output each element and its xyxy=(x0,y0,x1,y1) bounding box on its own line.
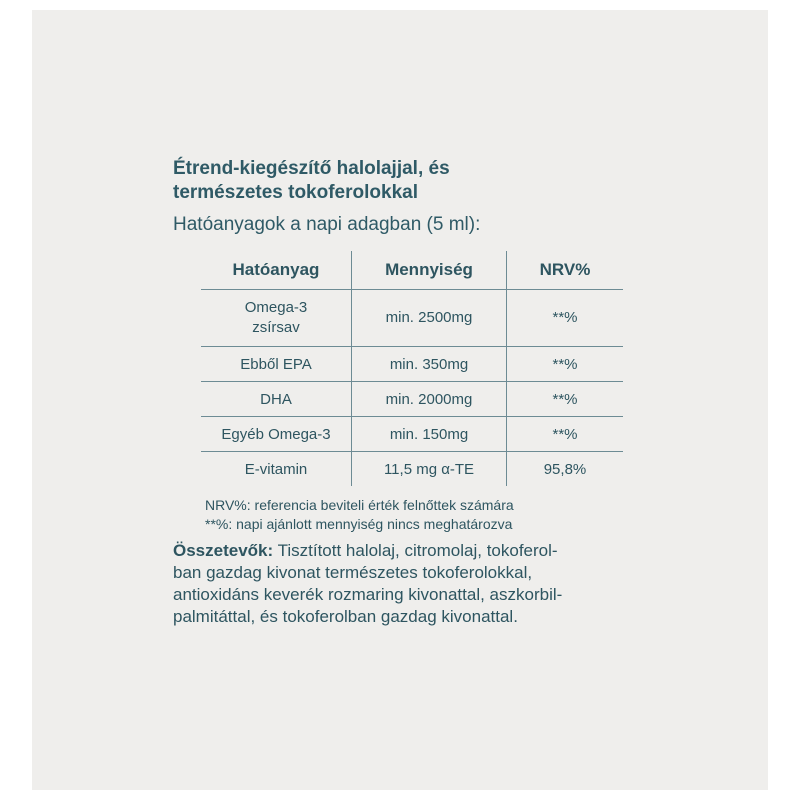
footnote-nrv: NRV%: referencia beviteli érték felnőttek számára xyxy=(205,497,514,513)
cell-ingredient: Ebből EPA xyxy=(201,347,352,382)
table-row xyxy=(201,417,623,452)
table-row xyxy=(201,382,623,417)
footnotes xyxy=(205,496,643,534)
ingredients-line-3: antioxidáns keverék rozmaring kivonattal, aszkorbil- xyxy=(173,585,563,604)
title-line-1: Étrend-kiegészítő halolajjal, és xyxy=(173,158,450,179)
cell-amount: 11,5 mg α-TE xyxy=(352,452,507,487)
header-nrv: NRV% xyxy=(507,251,624,290)
ingredient-line-1: Omega-3 xyxy=(244,299,308,316)
cell-ingredient: Egyéb Omega-3 xyxy=(201,417,352,452)
label-panel xyxy=(32,10,768,790)
cell-nrv: **% xyxy=(507,290,624,347)
ingredients-label: Összetevők: xyxy=(173,541,274,560)
cell-nrv: 95,8% xyxy=(507,452,624,487)
header-amount: Mennyiség xyxy=(352,251,507,290)
cell-ingredient: DHA xyxy=(201,382,352,417)
table-row xyxy=(201,347,623,382)
ingredients-line-4: palmitáttal, és tokoferolban gazdag kivonattal. xyxy=(173,607,518,626)
ingredients-paragraph xyxy=(173,540,643,628)
ingredients-line-2: ban gazdag kivonat természetes tokoferolokkal, xyxy=(173,563,533,582)
cell-amount: min. 350mg xyxy=(352,347,507,382)
cell-ingredient xyxy=(201,290,352,347)
ingredients-line-1 xyxy=(173,540,643,562)
ingredients-text-1: Tisztított halolaj, citromolaj, tokoferol- xyxy=(273,541,558,560)
ingredient-line-2: zsírsav xyxy=(252,319,300,336)
product-title xyxy=(173,157,643,205)
nutrition-table xyxy=(201,251,623,486)
footnote-stars: **%: napi ajánlott mennyiség nincs meghatározva xyxy=(205,516,513,532)
cell-nrv: **% xyxy=(507,347,624,382)
cell-nrv: **% xyxy=(507,417,624,452)
label-content xyxy=(173,157,643,628)
title-line-2: természetes tokoferolokkal xyxy=(173,182,418,203)
cell-amount: min. 150mg xyxy=(352,417,507,452)
table-row xyxy=(201,452,623,487)
cell-ingredient: E-vitamin xyxy=(201,452,352,487)
active-ingredients-heading: Hatóanyagok a napi adagban (5 ml): xyxy=(173,214,481,235)
cell-nrv: **% xyxy=(507,382,624,417)
table-row xyxy=(201,290,623,347)
cell-amount: min. 2500mg xyxy=(352,290,507,347)
cell-amount: min. 2000mg xyxy=(352,382,507,417)
table-header-row xyxy=(201,251,623,290)
header-ingredient: Hatóanyag xyxy=(201,251,352,290)
